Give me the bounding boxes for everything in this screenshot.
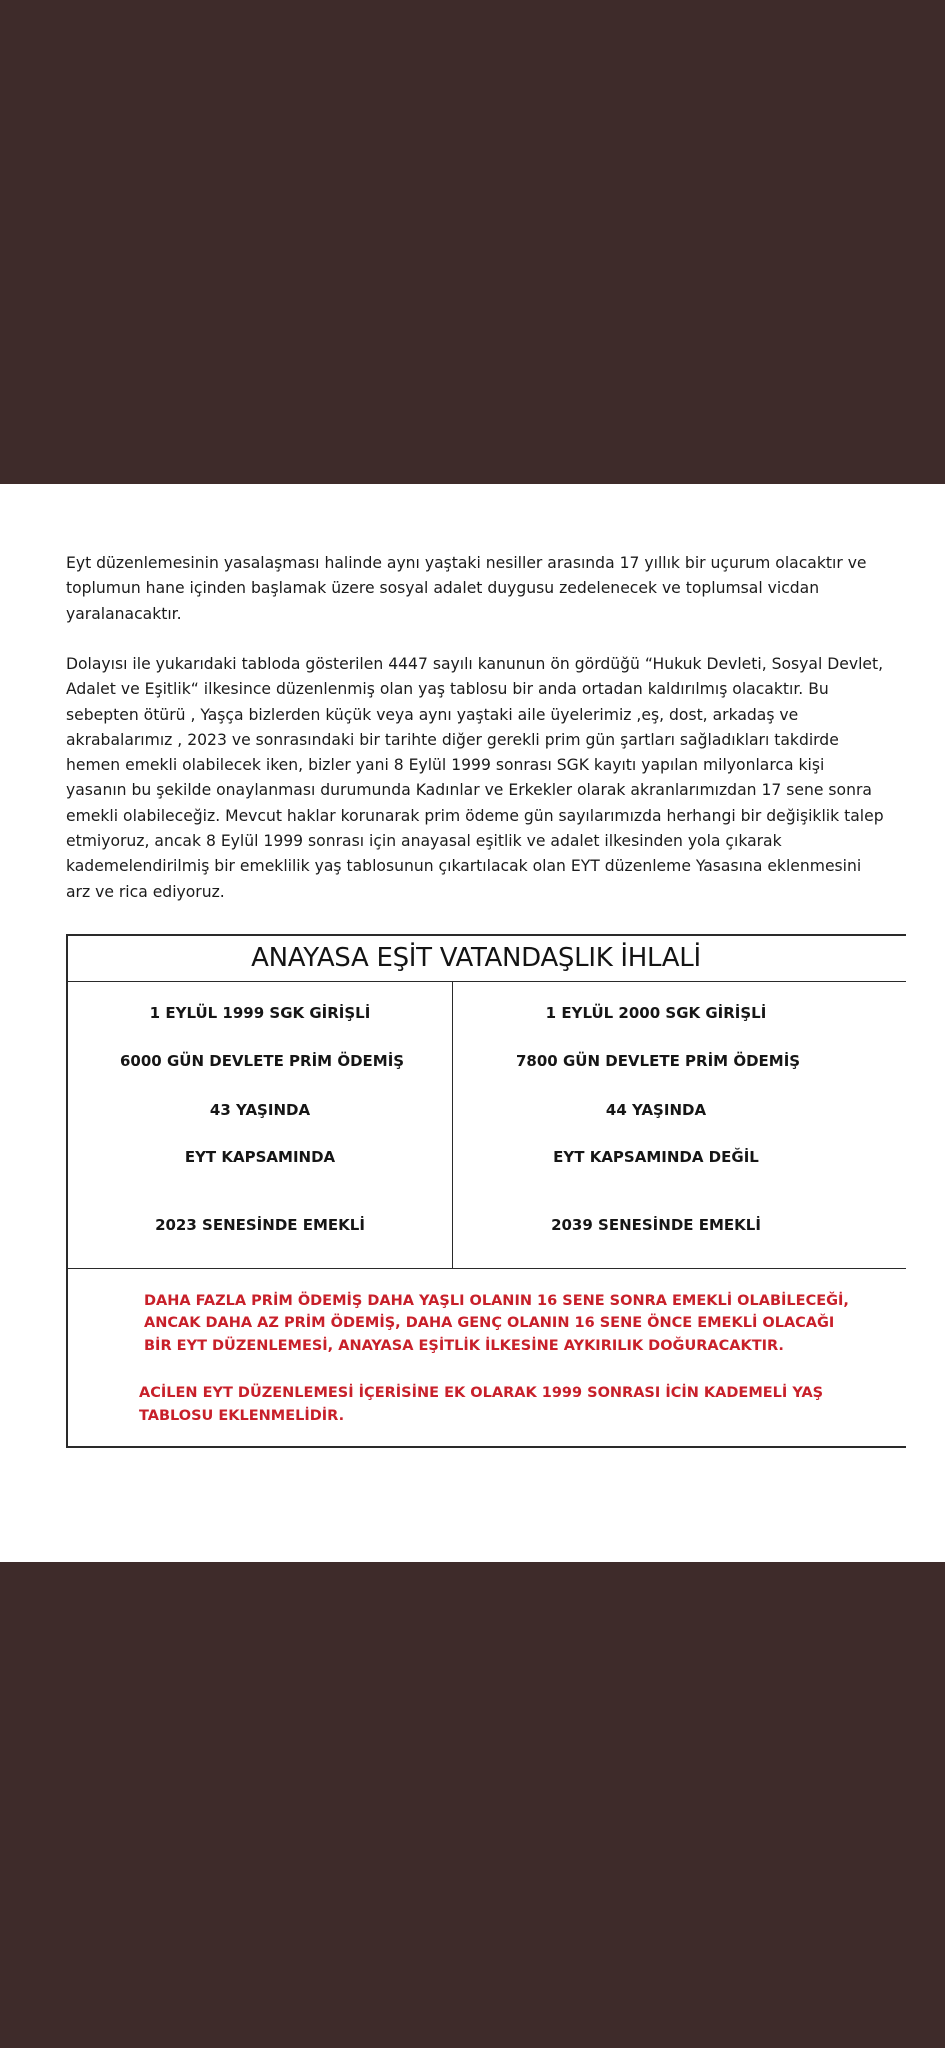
right-entry: 1 EYLÜL 2000 SGK GİRİŞLİ xyxy=(545,1004,767,1022)
table-title: ANAYASA EŞİT VATANDAŞLIK İHLALİ xyxy=(251,943,701,973)
bottom-dark-band xyxy=(0,1562,945,2048)
right-scope: EYT KAPSAMINDA DEĞİL xyxy=(553,1148,759,1166)
note-2-line-2: TABLOSU EKLENMELİDİR. xyxy=(139,1408,345,1424)
note-2-line-1: ACİLEN EYT DÜZENLEMESİ İÇERİSİNE EK OLARAK 1999 SONRASI İCİN KADEMELİ YAŞ xyxy=(139,1385,824,1401)
left-retire: 2023 SENESİNDE EMEKLİ xyxy=(155,1216,365,1234)
table-divider-vertical xyxy=(452,981,453,1268)
right-retire: 2039 SENESİNDE EMEKLİ xyxy=(551,1216,761,1234)
left-premium: 6000 GÜN DEVLETE PRİM ÖDEMİŞ xyxy=(120,1052,405,1070)
note-1-line-1: DAHA FAZLA PRİM ÖDEMİŞ DAHA YAŞLI OLANIN 16 SENE SONRA EMEKLİ OLABİLECEĞİ, xyxy=(144,1293,849,1309)
right-age: 44 YAŞINDA xyxy=(605,1101,707,1119)
comparison-table xyxy=(66,934,906,1448)
right-premium: 7800 GÜN DEVLETE PRİM ÖDEMİŞ xyxy=(516,1052,801,1070)
note-1-line-3: BİR EYT DÜZENLEMESİ, ANAYASA EŞİTLİK İLKESİNE AYKIRILIK DOĞURACAKTIR. xyxy=(144,1338,784,1354)
left-entry: 1 EYLÜL 1999 SGK GİRİŞLİ xyxy=(149,1004,371,1022)
table-divider-bottom xyxy=(68,1268,906,1269)
table-divider-top xyxy=(68,981,906,982)
note-1-line-2: ANCAK DAHA AZ PRİM ÖDEMİŞ, DAHA GENÇ OLANIN 16 SENE ÖNCE EMEKLİ OLACAĞI xyxy=(144,1315,835,1331)
top-dark-band xyxy=(0,0,945,484)
left-scope: EYT KAPSAMINDA xyxy=(184,1148,336,1166)
paragraph-1: Eyt düzenlemesinin yasalaşması halinde aynı yaştaki nesiller arasında 17 yıllık bir uçurum olacaktır ve toplumun hane içinden başlamak üzere sosyal adalet duygusu zedelenecek ve toplumsal vicdan yaralanacaktır. xyxy=(66,554,867,623)
document-page xyxy=(0,484,945,1562)
left-age: 43 YAŞINDA xyxy=(209,1101,311,1119)
paragraph-2: Dolayısı ile yukarıdaki tabloda gösterilen 4447 sayılı kanunun ön gördüğü “Hukuk Devleti, Sosyal Devlet, Adalet ve Eşitlik“ ilkesince düzenlenmiş olan yaş tablosu bir anda ortadan kaldırılmış olacaktır. Bu sebepten ötürü , Yaşça bizlerden küçük veya aynı yaştaki aile üyelerimiz ,eş, dost, arkadaş ve akrabalarımız , 2023 ve sonrasındaki bir tarihte diğer gerekli prim gün şartları sağladıkları takdirde hemen emekli olabilecek iken, bizler yani 8 Eylül 1999 sonrası SGK kayıtı yapılan milyonlarca kişi yasanın bu şekilde onaylanması durumunda Kadınlar ve Erkekler olarak akranlarımızdan 17 sene sonra emekli olabileceğiz. Mevcut haklar korunarak prim ödeme gün sayılarımızda herhangi bir değişiklik talep etmiyoruz, ancak 8 Eylül 1999 sonrası için anayasal eşitlik ve adalet ilkesinden yola çıkarak kademelendirilmiş bir emeklilik yaş tablosunun çıkartılacak olan EYT düzenleme Yasasına eklenmesini arz ve rica ediyoruz. xyxy=(66,655,884,901)
